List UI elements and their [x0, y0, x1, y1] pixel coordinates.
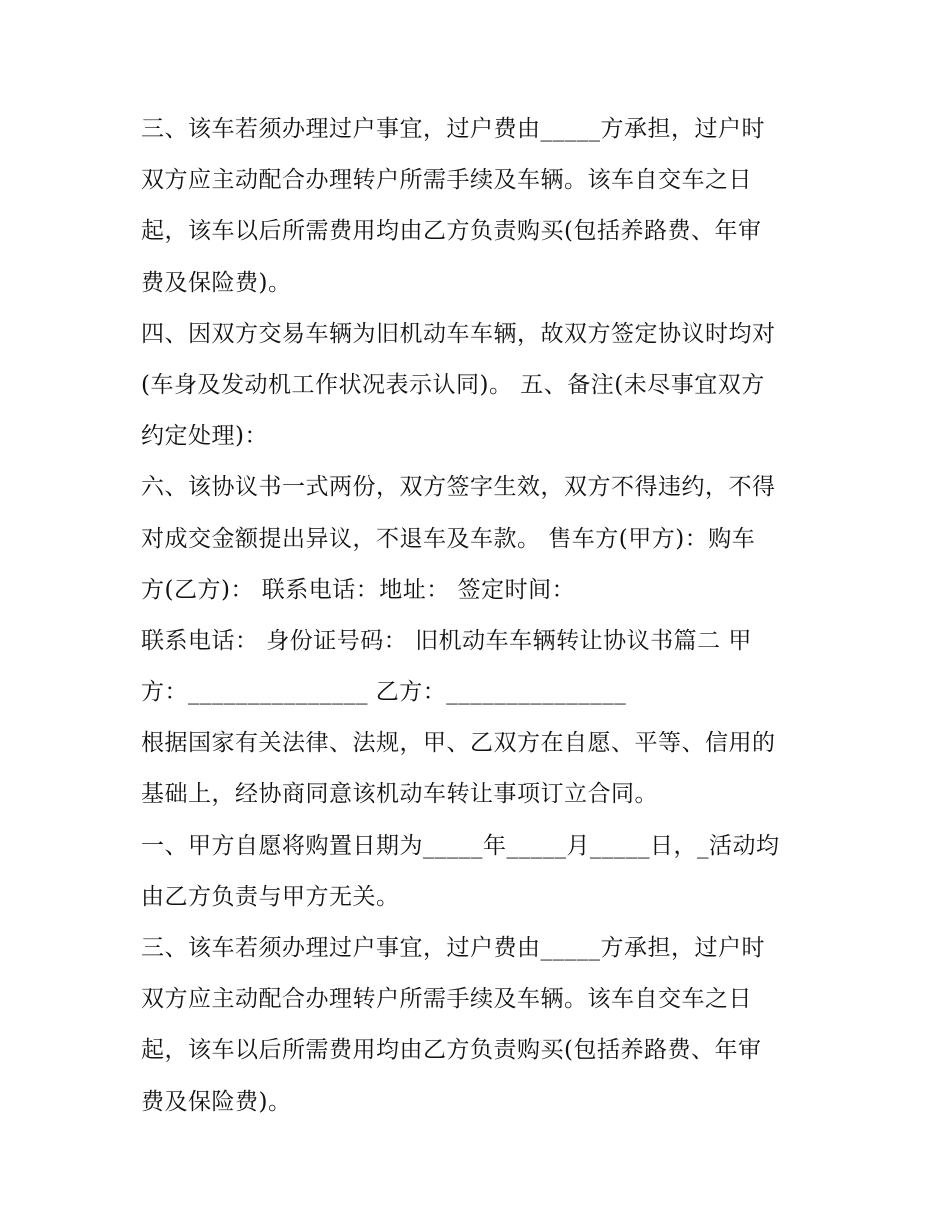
text-line: 六、该协议书一式两份，双方签字生效，双方不得违约，不得 [141, 474, 776, 501]
text-line: 三、该车若须办理过户事宜，过户费由_____方承担，过户时 [141, 935, 765, 961]
text-line: 联系电话： 身份证号码： 旧机动车车辆转让协议书篇二 甲 [141, 627, 752, 654]
text-line: 根据国家有关法律、法规，甲、乙双方在自愿、平等、信用的 [141, 730, 776, 757]
text-line: 费及保险费)。 [141, 269, 292, 296]
text-line: 双方应主动配合办理转户所需手续及车辆。该车自交车之日 [141, 986, 752, 1013]
text-line: 三、该车若须办理过户事宜，过户费由_____方承担，过户时 [141, 116, 765, 142]
text-line: 方：_______________ 乙方：_______________ [141, 679, 627, 706]
text-line: (车身及发动机工作状况表示认同)。 五、备注(未尽事宜双方 [141, 371, 765, 398]
text-line: 方(乙方)： 联系电话：地址： 签定时间： [141, 576, 576, 603]
text-line: 双方应主动配合办理转户所需手续及车辆。该车自交车之日 [141, 167, 752, 194]
text-line: 一、甲方自愿将购置日期为_____年_____月_____日，_活动均 [141, 832, 780, 859]
text-line: 约定处理)： [141, 423, 268, 450]
text-line: 起，该车以后所需费用均由乙方负责购买(包括养路费、年审 [141, 1037, 762, 1064]
document-body [141, 104, 813, 1128]
text-line: 基础上，经协商同意该机动车转让事项订立合同。 [141, 781, 658, 808]
text-line: 对成交金额提出异议，不退车及车款。 售车方(甲方)：购车 [141, 525, 756, 552]
text-line: 费及保险费)。 [141, 1088, 292, 1115]
text-line: 起，该车以后所需费用均由乙方负责购买(包括养路费、年审 [141, 218, 762, 245]
text-line: 由乙方负责与甲方无关。 [141, 883, 400, 910]
text-line: 四、因双方交易车辆为旧机动车车辆，故双方签定协议时均对 [141, 320, 776, 347]
